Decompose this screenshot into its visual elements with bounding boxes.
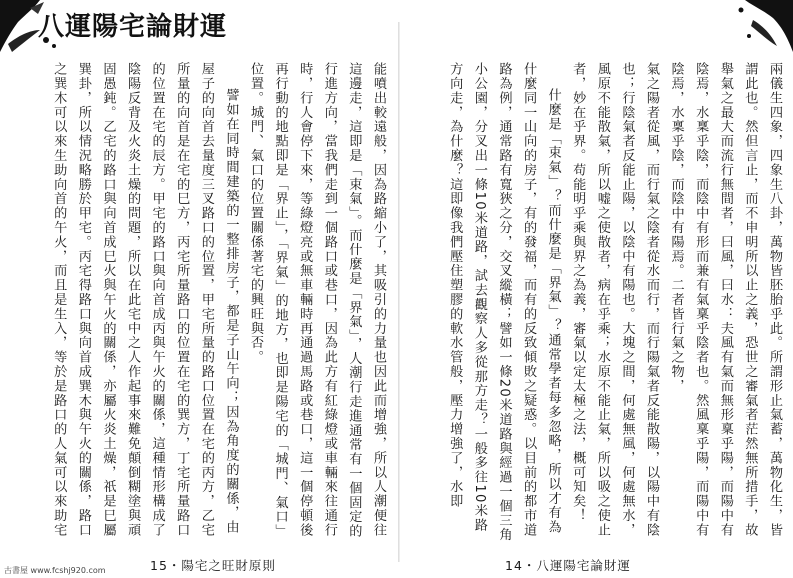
right-page-text: [408, 62, 786, 542]
right-paragraph-3: 什麼是「束氣」？而什麼是「界氣」？通常學者每多忽略，所以才有為什麼同一山向的房子，有的發福，而有的反致傾敗之疑惑。以目前的都市道路為例，通常路有寬狹之分，交叉縱橫；譬如一條20米道路與經過一個三角小公園，分叉出一條10米道路，試去觀察人多從那方走？一般多往10米路方向走，為什麼？這即像我們壓住塑膠的軟水管般，壓力增強了，水即: [447, 62, 561, 542]
right-page-footer: 14・八運陽宅論財運: [505, 558, 631, 573]
left-page-number: 15: [150, 558, 168, 573]
left-paragraph-2: 譬如在同時間建築的一整排房子，都是子山午向；因為角度的關係，由屋子的向首去量度三叉路口的位置，甲宅所量的路口位置在宅的丙方，乙宅所量的向首是在宅的巳方，丙宅所量路口的位置在宅的巽方，丁宅所量路口的位置在宅的辰方。甲宅的路口與向首成丙與午火的關係，這種情形構成了陰陽反背及火炎土燥的問題，所以在此宅中之人作起事來難免顛倒糊塗與頑固愚鈍。乙宅的路口與向首成巳火與午火的關係，亦屬火炎土燥，祇是巳屬巽卦，所以情況略勝於甲宅。丙宅得路口與向首成巽木與午火的關係，路口之巽木可以來生助向首的午火，而且是生入，等於是路口的人氣可以來助宅: [51, 62, 239, 538]
right-page-number: 14: [505, 558, 523, 573]
left-paragraph-1: 能噴出較遠般，因為路縮小了，其吸引的力量也因此而增強，所以人潮便往這邊走，這即是「束氣」。而什麼是「界氣」，人潮行走進通常有一個固定的行進方向，當我們走到一個路口或巷口，因為此方有紅綠燈或車輛來往通行時，行人會停下來，等綠燈亮或無車輛時再通過馬路或巷口，這一個停頓後再行動的地點即是「界止」，「界氣」的地方，也即是陽宅的「城門、氣口」位置。城門、氣口的位置關係著宅的興旺與否。: [248, 62, 386, 539]
left-page-chapter-title: 陽宅之旺財原則: [181, 558, 276, 573]
ink-brush-decoration-right: [723, 0, 793, 60]
right-paragraph-1: 兩儀生四象，四象生八卦，萬物皆胚胎乎此。所謂形止氣蓄，萬物化生，皆謂此也。然但言止，而不申明所以止之義，恐世之審氣者茫然無所措手，故舉氣之最大而流行無間者，曰風，曰水：夫風有氣而無形稟乎陽，而陽中有陰焉，水稟乎陰，而陰中有形而兼有氣稟乎陰者也。然風稟乎陽，而陽中有陰焉，水稟乎陰，而陰中有陽焉。二者皆行氣之物，: [668, 62, 782, 538]
right-paragraph-2: 氣之陽者從風，而行氣之陰者從水而行，而行陽氣者反能散陽，以陽中有陰也；行陰氣者反能止陽，以陰中有陽也。大塊之間，何處無風，何處無水，風原不能散氣，所以嘘之使散者，病在乎乘；水原不能止氣，所以吸之使止者，妙在乎界。苟能明乎乘與界之為義，審氣以定太極之法，概可知矣！: [570, 62, 660, 538]
left-page-footer: 15・陽宅之旺財原則: [150, 558, 276, 573]
running-header-title: 八運陽宅論財運: [38, 12, 228, 42]
right-page-book-title: 八運陽宅論財運: [536, 558, 631, 573]
site-watermark: 古書屋 www.fcshj920.com: [4, 566, 106, 575]
left-page-text: [6, 62, 390, 542]
book-gutter: [398, 22, 400, 562]
